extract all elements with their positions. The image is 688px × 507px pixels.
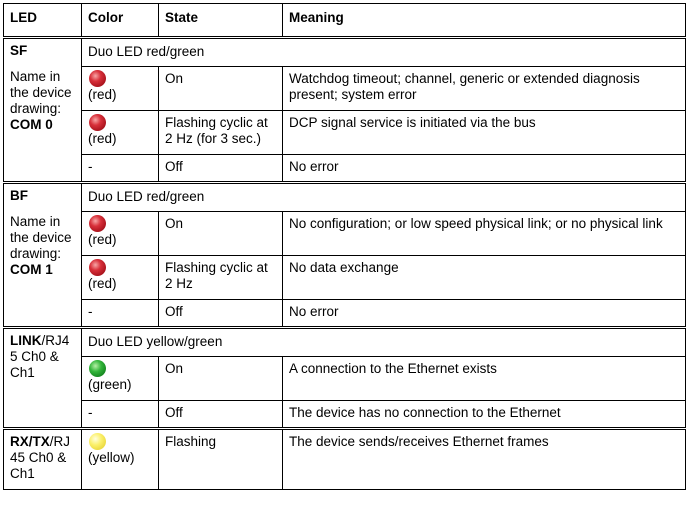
meaning-cell: The device has no connection to the Ethernet <box>283 401 686 429</box>
led-type-cell: Duo LED yellow/green <box>82 328 686 357</box>
color-cell: - <box>82 401 159 429</box>
led-name-line: Ch1 <box>10 365 35 380</box>
color-label: (red) <box>88 232 117 247</box>
meaning-cell: A connection to the Ethernet exists <box>283 357 686 401</box>
led-name-line: Ch1 <box>10 466 35 481</box>
device-label-line: the device <box>10 85 72 100</box>
led-name-line: 45 Ch0 & <box>10 450 67 465</box>
color-label: (yellow) <box>88 450 135 465</box>
led-name-suffix: /RJ4 <box>41 333 70 348</box>
meaning-cell: Watchdog timeout; channel, generic or extended diagnosis present; system error <box>283 67 686 111</box>
led-name-line: 5 Ch0 & <box>10 349 59 364</box>
led-rxtx-cell <box>4 429 82 490</box>
device-name: COM 1 <box>10 262 53 277</box>
header-led: LED <box>4 4 82 38</box>
table-row <box>4 300 686 328</box>
table-row <box>4 38 686 67</box>
led-name: LINK <box>10 333 42 348</box>
device-label-line: Name in <box>10 69 61 84</box>
table-header-row <box>4 4 686 38</box>
state-cell: Flashing <box>159 429 283 490</box>
led-name: BF <box>10 188 28 203</box>
color-cell <box>82 429 159 490</box>
led-name: RX/TX <box>10 434 50 449</box>
color-cell <box>82 67 159 111</box>
led-type-cell: Duo LED red/green <box>82 38 686 67</box>
color-cell <box>82 111 159 155</box>
device-label-line: Name in <box>10 214 61 229</box>
device-name: COM 0 <box>10 117 53 132</box>
table-row <box>4 401 686 429</box>
header-color: Color <box>82 4 159 38</box>
table-row <box>4 357 686 401</box>
state-cell: Off <box>159 155 283 183</box>
device-label-line: the device <box>10 230 72 245</box>
color-cell <box>82 357 159 401</box>
meaning-cell: No error <box>283 300 686 328</box>
table-row <box>4 183 686 212</box>
table-row <box>4 155 686 183</box>
table-row <box>4 429 686 490</box>
led-name: SF <box>10 43 28 58</box>
color-cell <box>82 256 159 300</box>
meaning-cell: DCP signal service is initiated via the bus <box>283 111 686 155</box>
color-label: (red) <box>88 131 117 146</box>
state-cell: On <box>159 357 283 401</box>
state-cell: On <box>159 212 283 256</box>
color-label: (green) <box>88 377 132 392</box>
green-led-icon <box>89 360 106 377</box>
led-link-cell <box>4 328 82 429</box>
color-label: (red) <box>88 276 117 291</box>
led-name-suffix: /RJ <box>49 434 71 449</box>
meaning-cell: The device sends/receives Ethernet frames <box>283 429 686 490</box>
red-led-icon <box>89 70 106 87</box>
meaning-cell: No data exchange <box>283 256 686 300</box>
table-row <box>4 256 686 300</box>
color-cell: - <box>82 300 159 328</box>
red-led-icon <box>89 215 106 232</box>
red-led-icon <box>89 114 106 131</box>
device-label-line: drawing: <box>10 101 62 116</box>
table-row <box>4 111 686 155</box>
state-cell: Off <box>159 300 283 328</box>
header-state: State <box>159 4 283 38</box>
state-cell: Flashing cyclic at 2 Hz <box>159 256 283 300</box>
color-cell: - <box>82 155 159 183</box>
color-label: (red) <box>88 87 117 102</box>
device-label-line: drawing: <box>10 246 62 261</box>
state-cell: On <box>159 67 283 111</box>
led-status-table <box>3 3 686 490</box>
meaning-cell: No error <box>283 155 686 183</box>
led-type-cell: Duo LED red/green <box>82 183 686 212</box>
led-bf-cell <box>4 183 82 328</box>
led-sf-cell <box>4 38 82 183</box>
red-led-icon <box>89 259 106 276</box>
table-row <box>4 67 686 111</box>
state-cell: Flashing cyclic at 2 Hz (for 3 sec.) <box>159 111 283 155</box>
table-row <box>4 328 686 357</box>
header-meaning: Meaning <box>283 4 686 38</box>
meaning-cell: No configuration; or low speed physical link; or no physical link <box>283 212 686 256</box>
yellow-led-icon <box>89 433 106 450</box>
color-cell <box>82 212 159 256</box>
state-cell: Off <box>159 401 283 429</box>
table-row <box>4 212 686 256</box>
